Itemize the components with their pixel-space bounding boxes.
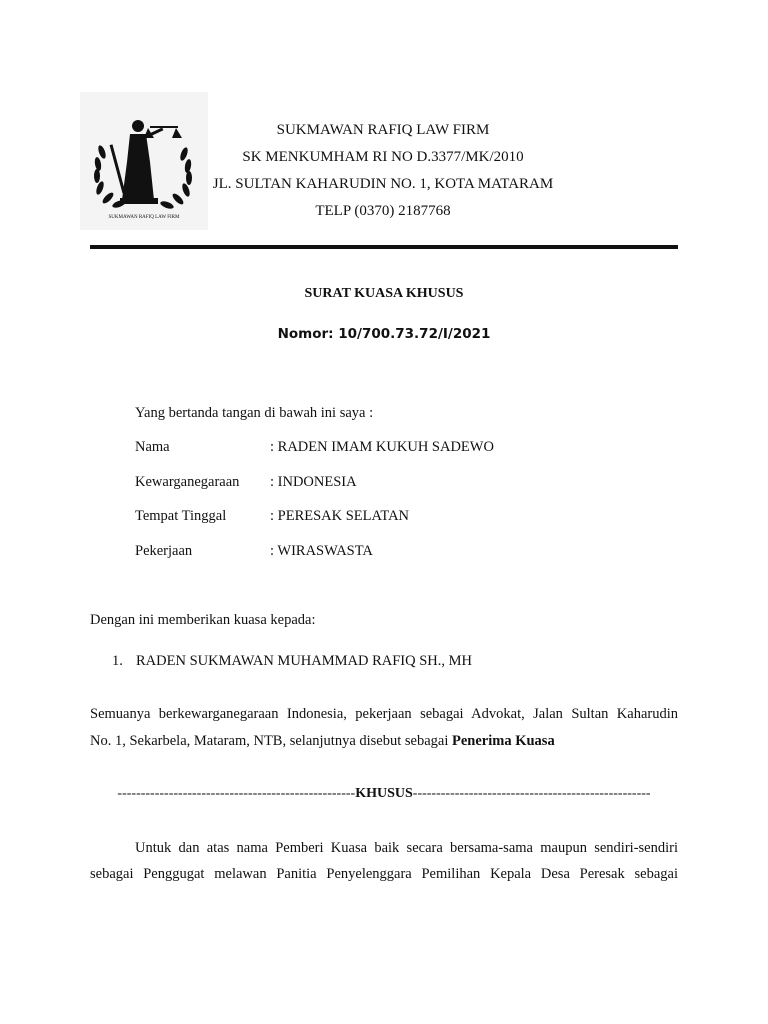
document-number: Nomor: 10/700.73.72/I/2021	[277, 326, 491, 342]
dashes-left: ---------------------------------------------------	[117, 786, 356, 801]
firm-decree: SK MENKUMHAM RI NO D.3377/MK/2010	[242, 149, 524, 165]
field-value: : WIRASWASTA	[270, 543, 373, 559]
law-firm-logo	[80, 92, 208, 230]
body-line1: Untuk dan atas nama Pemberi Kuasa baik secara bersama-sama maupun sendiri-sendiri	[135, 840, 678, 856]
field-label: Nama	[135, 439, 170, 455]
penerima-kuasa-term: Penerima Kuasa	[452, 733, 555, 749]
field-label: Pekerjaan	[135, 543, 193, 559]
firm-address: JL. SULTAN KAHARUDIN NO. 1, KOTA MATARAM	[212, 176, 554, 192]
field-row-nama	[0, 439, 768, 459]
grantee-description-line2	[90, 733, 555, 750]
field-row-kewarganegaraan	[0, 474, 768, 494]
firm-name: SUKMAWAN RAFIQ LAW FIRM	[276, 122, 490, 138]
grantee-intro: Dengan ini memberikan kuasa kepada:	[90, 612, 316, 628]
firm-phone: TELP (0370) 2187768	[315, 203, 451, 219]
letterhead	[190, 117, 576, 225]
khusus-heading: KHUSUS	[355, 786, 413, 801]
logo-caption: SUKMAWAN RAFIQ LAW FIRM	[108, 215, 180, 220]
field-value: : INDONESIA	[270, 474, 357, 490]
field-label: Kewarganegaraan	[135, 474, 240, 490]
field-row-tempat-tinggal	[0, 508, 768, 528]
list-number: 1.	[112, 653, 123, 669]
document-title: SURAT KUASA KHUSUS	[304, 286, 464, 301]
field-value: : PERESAK SELATAN	[270, 508, 410, 524]
grantee-name: RADEN SUKMAWAN MUHAMMAD RAFIQ SH., MH	[136, 653, 472, 669]
field-row-pekerjaan	[0, 543, 768, 563]
letterhead-divider	[90, 245, 678, 249]
khusus-divider	[90, 786, 678, 802]
field-value: : RADEN IMAM KUKUH SADEWO	[270, 439, 494, 455]
grantor-intro: Yang bertanda tangan di bawah ini saya :	[135, 405, 374, 421]
body-line2: sebagai Penggugat melawan Panitia Penyelenggara Pemilihan Kepala Desa Peresak sebagai	[90, 866, 678, 882]
grantee-description-line1: Semuanya berkewarganegaraan Indonesia, pekerjaan sebagai Advokat, Jalan Sultan Kaharudin	[90, 706, 678, 722]
dashes-right: ---------------------------------------------------	[412, 786, 651, 801]
field-label: Tempat Tinggal	[135, 508, 227, 524]
grantee-description-text: No. 1, Sekarbela, Mataram, NTB, selanjutnya disebut sebagai	[90, 733, 452, 749]
lady-justice-icon	[80, 92, 208, 230]
